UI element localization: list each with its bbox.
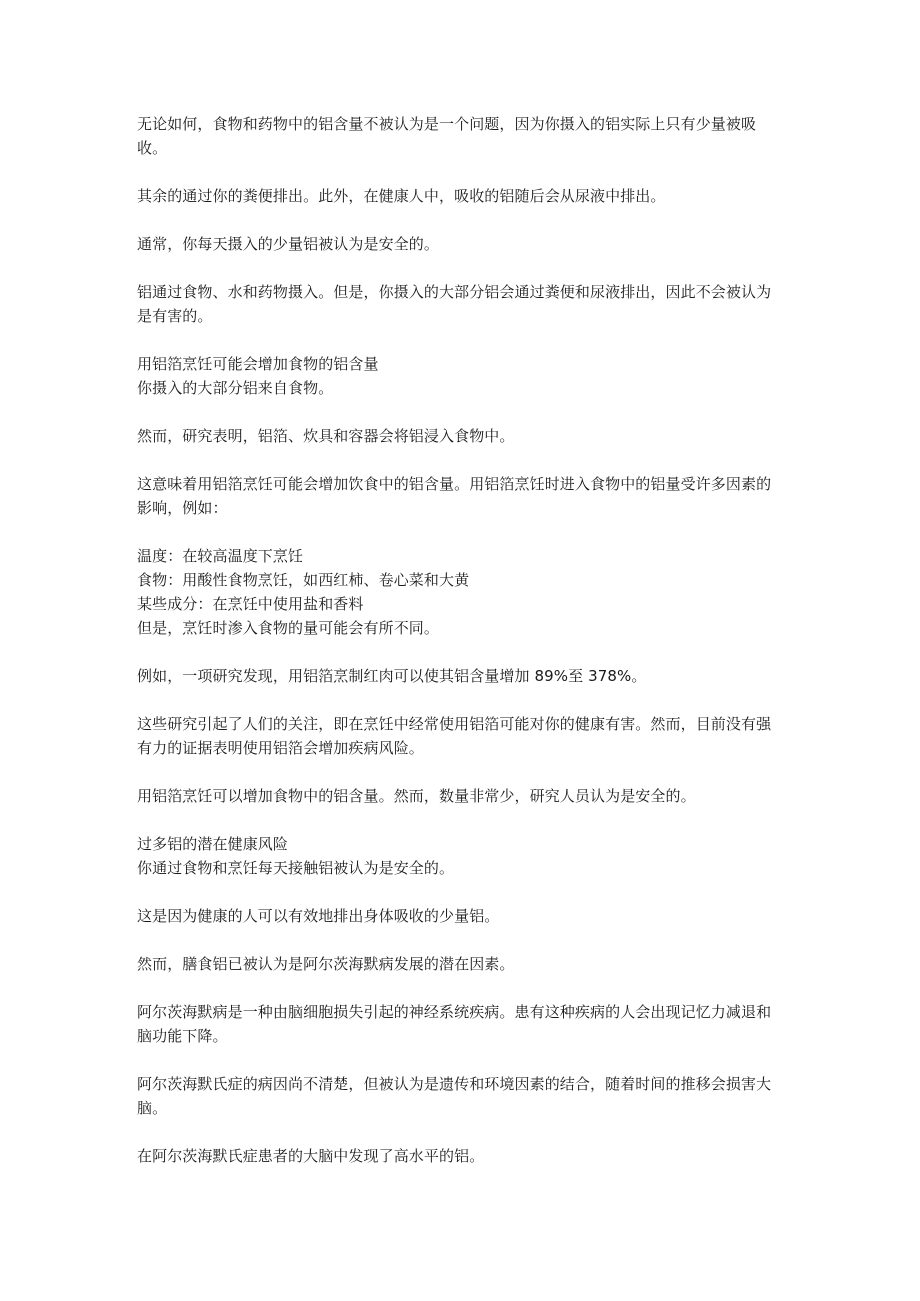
text-line: 无论如何，食物和药物中的铝含量不被认为是一个问题，因为你摄入的铝实际上只有少量被吸收。 [137, 115, 757, 157]
list-item: 食物：用酸性食物烹饪，如西红柿、卷心菜和大黄 [137, 571, 470, 589]
section-heading: 用铝箔烹饪可能会增加食物的铝含量 [137, 355, 379, 373]
paragraph [137, 280, 777, 328]
section-heading: 过多铝的潜在健康风险 [137, 835, 289, 853]
paragraph [137, 904, 777, 928]
text-line: 然而，膳食铝已被认为是阿尔茨海默病发展的潜在因素。 [137, 955, 515, 973]
text-line: 阿尔茨海默氏症的病因尚不清楚，但被认为是遗传和环境因素的结合，随着时间的推移会损害大脑。 [137, 1075, 772, 1117]
paragraph [137, 1144, 777, 1168]
text-line: 然而，研究表明，铝箔、炊具和容器会将铝浸入食物中。 [137, 427, 515, 445]
factor-list [137, 544, 777, 640]
text-line: 这是因为健康的人可以有效地排出身体吸收的少量铝。 [137, 907, 500, 925]
text-line: 例如，一项研究发现，用铝箔烹制红肉可以使其铝含量增加 89%至 378%。 [137, 667, 647, 685]
document-body [137, 112, 777, 1192]
text-line: 这些研究引起了人们的关注，即在烹饪中经常使用铝箔可能对你的健康有害。然而，目前没有强有力的证据表明使用铝箔会增加疾病风险。 [137, 715, 772, 757]
paragraph [137, 784, 777, 808]
paragraph [137, 424, 777, 448]
text-line: 你通过食物和烹饪每天接触铝被认为是安全的。 [137, 859, 455, 877]
paragraph [137, 112, 777, 160]
text-line: 你摄入的大部分铝来自食物。 [137, 379, 334, 397]
text-line: 用铝箔烹饪可以增加食物中的铝含量。然而，数量非常少，研究人员认为是安全的。 [137, 787, 696, 805]
list-item: 温度：在较高温度下烹饪 [137, 547, 304, 565]
section-heading-block [137, 832, 777, 880]
text-line: 但是，烹饪时渗入食物的量可能会有所不同。 [137, 619, 440, 637]
list-item: 某些成分：在烹饪中使用盐和香料 [137, 595, 364, 613]
paragraph [137, 952, 777, 976]
text-line: 其余的通过你的粪便排出。此外，在健康人中，吸收的铝随后会从尿液中排出。 [137, 187, 666, 205]
paragraph [137, 1072, 777, 1120]
text-line: 通常，你每天摄入的少量铝被认为是安全的。 [137, 235, 440, 253]
section-heading-block [137, 352, 777, 400]
paragraph [137, 1000, 777, 1048]
paragraph [137, 232, 777, 256]
text-line: 在阿尔茨海默氏症患者的大脑中发现了高水平的铝。 [137, 1147, 485, 1165]
paragraph [137, 664, 777, 688]
paragraph [137, 184, 777, 208]
text-line: 这意味着用铝箔烹饪可能会增加饮食中的铝含量。用铝箔烹饪时进入食物中的铝量受许多因素的影响，例如： [137, 475, 772, 517]
paragraph [137, 472, 777, 520]
text-line: 阿尔茨海默病是一种由脑细胞损失引起的神经系统疾病。患有这种疾病的人会出现记忆力减退和脑功能下降。 [137, 1003, 772, 1045]
text-line: 铝通过食物、水和药物摄入。但是，你摄入的大部分铝会通过粪便和尿液排出，因此不会被认为是有害的。 [137, 283, 772, 325]
paragraph [137, 712, 777, 760]
